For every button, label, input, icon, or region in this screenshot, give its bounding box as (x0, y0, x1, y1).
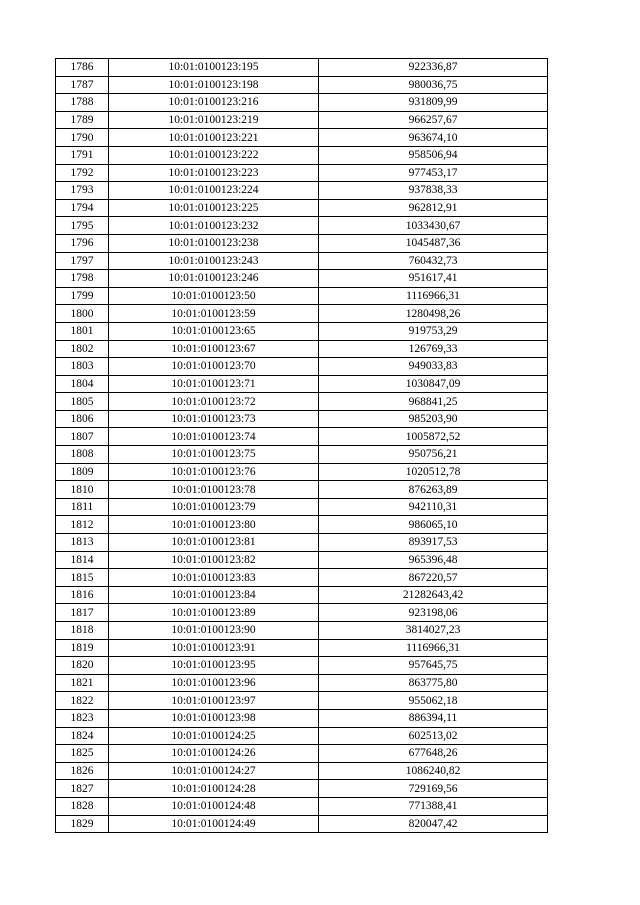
table-row (56, 534, 548, 552)
table-row (56, 762, 548, 780)
cadastral-number-cell: 10:01:0100123:80 (109, 516, 319, 534)
table-row (56, 358, 548, 376)
cadastral-number-cell: 10:01:0100123:219 (109, 111, 319, 129)
table-row (56, 111, 548, 129)
cadastral-value-cell: 985203,90 (319, 410, 548, 428)
table-row (56, 586, 548, 604)
cadastral-number-cell: 10:01:0100123:67 (109, 340, 319, 358)
table-row (56, 463, 548, 481)
cadastral-number-cell: 10:01:0100123:97 (109, 692, 319, 710)
row-number-cell: 1805 (56, 393, 109, 411)
table-row (56, 305, 548, 323)
cadastral-value-cell: 876263,89 (319, 481, 548, 499)
cadastral-value-cell: 867220,57 (319, 569, 548, 587)
cadastral-number-cell: 10:01:0100123:225 (109, 199, 319, 217)
row-number-cell: 1827 (56, 780, 109, 798)
cadastral-value-cell: 1280498,26 (319, 305, 548, 323)
cadastral-value-cell: 886394,11 (319, 709, 548, 727)
cadastral-number-cell: 10:01:0100123:73 (109, 410, 319, 428)
cadastral-value-cell: 980036,75 (319, 76, 548, 94)
table-row (56, 340, 548, 358)
cadastral-value-cell: 1020512,78 (319, 463, 548, 481)
cadastral-number-cell: 10:01:0100123:65 (109, 322, 319, 340)
row-number-cell: 1797 (56, 252, 109, 270)
row-number-cell: 1826 (56, 762, 109, 780)
row-number-cell: 1798 (56, 270, 109, 288)
table-row (56, 674, 548, 692)
row-number-cell: 1813 (56, 534, 109, 552)
row-number-cell: 1812 (56, 516, 109, 534)
row-number-cell: 1802 (56, 340, 109, 358)
cadastral-number-cell: 10:01:0100123:224 (109, 182, 319, 200)
cadastral-value-cell: 977453,17 (319, 164, 548, 182)
cadastral-number-cell: 10:01:0100123:96 (109, 674, 319, 692)
cadastral-number-cell: 10:01:0100123:198 (109, 76, 319, 94)
cadastral-value-cell: 966257,67 (319, 111, 548, 129)
table-row (56, 797, 548, 815)
cadastral-value-cell: 922336,87 (319, 59, 548, 77)
row-number-cell: 1822 (56, 692, 109, 710)
cadastral-value-table (55, 58, 548, 833)
row-number-cell: 1809 (56, 463, 109, 481)
cadastral-number-cell: 10:01:0100123:98 (109, 709, 319, 727)
row-number-cell: 1793 (56, 182, 109, 200)
row-number-cell: 1790 (56, 129, 109, 147)
row-number-cell: 1796 (56, 234, 109, 252)
cadastral-value-cell: 968841,25 (319, 393, 548, 411)
table-row (56, 287, 548, 305)
cadastral-number-cell: 10:01:0100123:195 (109, 59, 319, 77)
cadastral-number-cell: 10:01:0100123:221 (109, 129, 319, 147)
table-row (56, 164, 548, 182)
cadastral-value-cell: 942110,31 (319, 498, 548, 516)
row-number-cell: 1814 (56, 551, 109, 569)
cadastral-number-cell: 10:01:0100123:82 (109, 551, 319, 569)
cadastral-value-cell: 955062,18 (319, 692, 548, 710)
cadastral-number-cell: 10:01:0100123:246 (109, 270, 319, 288)
cadastral-number-cell: 10:01:0100123:243 (109, 252, 319, 270)
table-row (56, 551, 548, 569)
table-row (56, 569, 548, 587)
cadastral-number-cell: 10:01:0100123:71 (109, 375, 319, 393)
cadastral-number-cell: 10:01:0100123:91 (109, 639, 319, 657)
row-number-cell: 1824 (56, 727, 109, 745)
cadastral-value-cell: 1030847,09 (319, 375, 548, 393)
cadastral-number-cell: 10:01:0100123:89 (109, 604, 319, 622)
cadastral-number-cell: 10:01:0100124:26 (109, 745, 319, 763)
cadastral-value-cell: 1116966,31 (319, 639, 548, 657)
cadastral-value-cell: 602513,02 (319, 727, 548, 745)
table-row (56, 446, 548, 464)
table-row (56, 217, 548, 235)
cadastral-value-cell: 1005872,52 (319, 428, 548, 446)
cadastral-number-cell: 10:01:0100123:95 (109, 657, 319, 675)
row-number-cell: 1817 (56, 604, 109, 622)
table-row (56, 59, 548, 77)
row-number-cell: 1816 (56, 586, 109, 604)
cadastral-value-cell: 949033,83 (319, 358, 548, 376)
cadastral-number-cell: 10:01:0100124:27 (109, 762, 319, 780)
cadastral-value-cell: 963674,10 (319, 129, 548, 147)
cadastral-value-cell: 1045487,36 (319, 234, 548, 252)
cadastral-number-cell: 10:01:0100123:223 (109, 164, 319, 182)
row-number-cell: 1820 (56, 657, 109, 675)
cadastral-number-cell: 10:01:0100123:74 (109, 428, 319, 446)
cadastral-value-cell: 923198,06 (319, 604, 548, 622)
cadastral-value-cell: 729169,56 (319, 780, 548, 798)
row-number-cell: 1801 (56, 322, 109, 340)
cadastral-value-cell: 21282643,42 (319, 586, 548, 604)
table-row (56, 199, 548, 217)
row-number-cell: 1818 (56, 622, 109, 640)
cadastral-number-cell: 10:01:0100123:84 (109, 586, 319, 604)
cadastral-value-cell: 962812,91 (319, 199, 548, 217)
row-number-cell: 1787 (56, 76, 109, 94)
cadastral-value-cell: 760432,73 (319, 252, 548, 270)
table-body (56, 59, 548, 833)
row-number-cell: 1804 (56, 375, 109, 393)
table-row (56, 94, 548, 112)
cadastral-value-cell: 958506,94 (319, 146, 548, 164)
cadastral-value-cell: 957645,75 (319, 657, 548, 675)
cadastral-number-cell: 10:01:0100123:222 (109, 146, 319, 164)
cadastral-value-cell: 893917,53 (319, 534, 548, 552)
cadastral-number-cell: 10:01:0100124:28 (109, 780, 319, 798)
table-row (56, 745, 548, 763)
table-row (56, 780, 548, 798)
row-number-cell: 1825 (56, 745, 109, 763)
table-row (56, 428, 548, 446)
cadastral-number-cell: 10:01:0100124:48 (109, 797, 319, 815)
table-row (56, 657, 548, 675)
row-number-cell: 1788 (56, 94, 109, 112)
row-number-cell: 1800 (56, 305, 109, 323)
cadastral-number-cell: 10:01:0100123:75 (109, 446, 319, 464)
cadastral-number-cell: 10:01:0100124:49 (109, 815, 319, 833)
cadastral-number-cell: 10:01:0100123:83 (109, 569, 319, 587)
cadastral-number-cell: 10:01:0100123:59 (109, 305, 319, 323)
cadastral-number-cell: 10:01:0100123:50 (109, 287, 319, 305)
row-number-cell: 1823 (56, 709, 109, 727)
cadastral-value-cell: 965396,48 (319, 551, 548, 569)
cadastral-value-cell: 951617,41 (319, 270, 548, 288)
row-number-cell: 1799 (56, 287, 109, 305)
table-row (56, 709, 548, 727)
cadastral-number-cell: 10:01:0100123:70 (109, 358, 319, 376)
row-number-cell: 1829 (56, 815, 109, 833)
table-row (56, 692, 548, 710)
cadastral-value-cell: 950756,21 (319, 446, 548, 464)
row-number-cell: 1786 (56, 59, 109, 77)
table-row (56, 234, 548, 252)
cadastral-value-cell: 126769,33 (319, 340, 548, 358)
row-number-cell: 1828 (56, 797, 109, 815)
row-number-cell: 1807 (56, 428, 109, 446)
table-row (56, 146, 548, 164)
row-number-cell: 1792 (56, 164, 109, 182)
row-number-cell: 1808 (56, 446, 109, 464)
cadastral-value-cell: 863775,80 (319, 674, 548, 692)
table-row (56, 516, 548, 534)
table-row (56, 393, 548, 411)
cadastral-value-cell: 1116966,31 (319, 287, 548, 305)
cadastral-value-cell: 937838,33 (319, 182, 548, 200)
table-row (56, 322, 548, 340)
table-row (56, 815, 548, 833)
row-number-cell: 1789 (56, 111, 109, 129)
cadastral-number-cell: 10:01:0100124:25 (109, 727, 319, 745)
cadastral-number-cell: 10:01:0100123:79 (109, 498, 319, 516)
cadastral-value-cell: 919753,29 (319, 322, 548, 340)
row-number-cell: 1794 (56, 199, 109, 217)
row-number-cell: 1815 (56, 569, 109, 587)
table-row (56, 727, 548, 745)
table-row (56, 270, 548, 288)
table-row (56, 622, 548, 640)
cadastral-value-cell: 1033430,67 (319, 217, 548, 235)
cadastral-value-cell: 931809,99 (319, 94, 548, 112)
table-row (56, 498, 548, 516)
cadastral-value-cell: 677648,26 (319, 745, 548, 763)
row-number-cell: 1803 (56, 358, 109, 376)
table-row (56, 639, 548, 657)
cadastral-value-cell: 1086240,82 (319, 762, 548, 780)
cadastral-number-cell: 10:01:0100123:76 (109, 463, 319, 481)
cadastral-number-cell: 10:01:0100123:72 (109, 393, 319, 411)
cadastral-value-cell: 771388,41 (319, 797, 548, 815)
cadastral-value-cell: 3814027,23 (319, 622, 548, 640)
row-number-cell: 1821 (56, 674, 109, 692)
row-number-cell: 1791 (56, 146, 109, 164)
table-row (56, 410, 548, 428)
cadastral-value-cell: 986065,10 (319, 516, 548, 534)
cadastral-number-cell: 10:01:0100123:90 (109, 622, 319, 640)
cadastral-number-cell: 10:01:0100123:78 (109, 481, 319, 499)
cadastral-number-cell: 10:01:0100123:238 (109, 234, 319, 252)
cadastral-number-cell: 10:01:0100123:81 (109, 534, 319, 552)
row-number-cell: 1819 (56, 639, 109, 657)
table-row (56, 76, 548, 94)
table-row (56, 375, 548, 393)
cadastral-value-cell: 820047,42 (319, 815, 548, 833)
row-number-cell: 1811 (56, 498, 109, 516)
table-row (56, 182, 548, 200)
row-number-cell: 1810 (56, 481, 109, 499)
cadastral-number-cell: 10:01:0100123:232 (109, 217, 319, 235)
table-row (56, 604, 548, 622)
table-row (56, 252, 548, 270)
row-number-cell: 1806 (56, 410, 109, 428)
cadastral-number-cell: 10:01:0100123:216 (109, 94, 319, 112)
table-row (56, 481, 548, 499)
table-row (56, 129, 548, 147)
row-number-cell: 1795 (56, 217, 109, 235)
